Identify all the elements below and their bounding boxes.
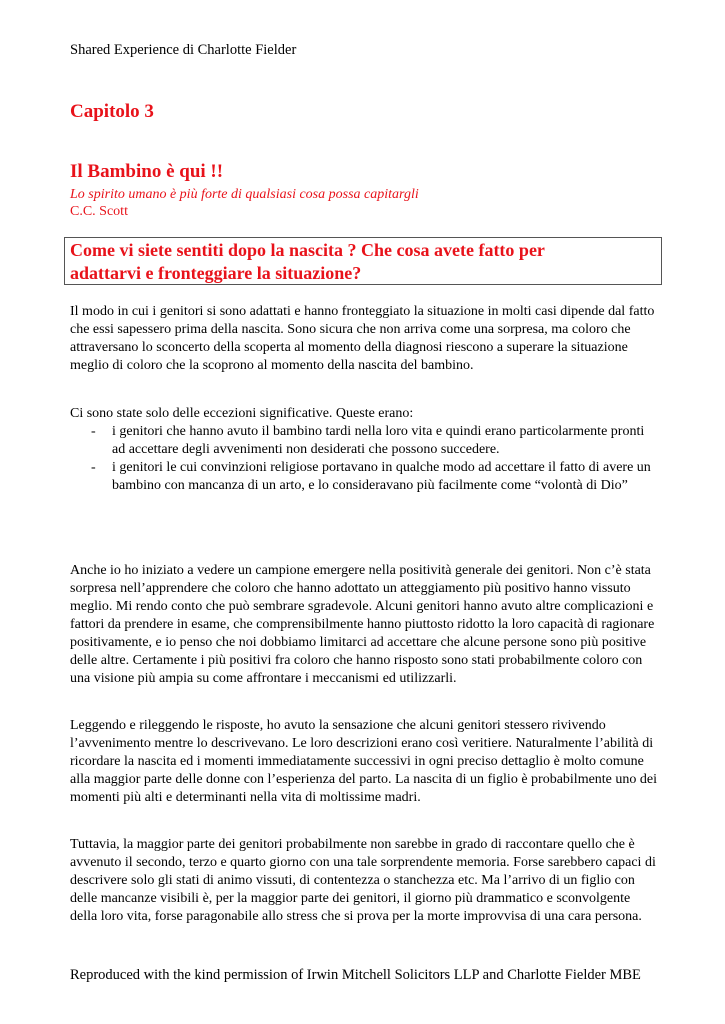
chapter-heading: Capitolo 3	[70, 101, 154, 122]
list-item	[70, 459, 660, 495]
question-line-1: Come vi siete sentiti dopo la nascita ? Che cosa avete fatto per	[70, 240, 545, 260]
list-bullet: -	[91, 424, 96, 439]
list-item	[70, 423, 660, 459]
paragraph-2: Ci sono state solo delle eccezioni significative. Queste erano:	[70, 406, 414, 421]
paragraph-1: Il modo in cui i genitori si sono adattati e hanno fronteggiato la situazione in molti casi dipende dal fatto che essi sapessero prima della nascita. Sono sicura che non arriva come una sorpresa, ma coloro che attraversano lo sconcerto della scoperta al momento della diagnosi riescono a superare la situazione meglio di coloro che la scoprono al momento della nascita del bambino.	[70, 304, 655, 373]
epigraph-author: C.C. Scott	[70, 204, 128, 219]
section-title: Il Bambino è qui !!	[70, 161, 224, 182]
list-item-text: i genitori le cui convinzioni religiose portavano in qualche modo ad accettare il fatto di avere un bambino con mancanza di un arto, e lo consideravano più facilmente come “volontà di Dio”	[112, 460, 651, 493]
list-bullet: -	[91, 460, 96, 475]
question-line-2: adattarvi e fronteggiare la situazione?	[70, 263, 362, 283]
epigraph-quote: Lo spirito umano è più forte di qualsiasi cosa possa capitargli	[70, 187, 419, 202]
page-header: Shared Experience di Charlotte Fielder	[70, 42, 297, 58]
page-footer: Reproduced with the kind permission of Irwin Mitchell Solicitors LLP and Charlotte Fielder MBE	[70, 967, 641, 983]
exceptions-list	[70, 423, 660, 495]
list-item-text: i genitori che hanno avuto il bambino tardi nella loro vita e quindi erano particolarmente pronti ad accettare degli avvenimenti non desiderati che possono succedere.	[112, 424, 645, 457]
paragraph-5: Tuttavia, la maggior parte dei genitori probabilmente non sarebbe in grado di raccontare quello che è avvenuto il secondo, terzo e quarto giorno con una tale sorprendente memoria. Forse sarebbero capaci di descrivere solo gli stati di animo vissuti, di contentezza o stanchezza etc. Ma l’arrivo di un figlio con delle mancanze visibili è, per la maggior parte dei genitori, il giorno più drammatico e sconvolgente della loro vita, forse paragonabile allo stress che si prova per la morte improvvisa di una cara persona.	[70, 837, 656, 924]
paragraph-3: Anche io ho iniziato a vedere un campione emergere nella positività generale dei genitori. Non c’è stata sorpresa nell’apprendere che coloro che hanno adottato un atteggiamento più positivo hanno vissuto meglio. Mi rendo conto che può sembrare sgradevole. Alcuni genitori hanno avuto altre complicazioni e fattori da prendere in esame, che comprensibilmente hanno piuttosto ridotto la loro capacità di ragionare positivamente, e io penso che noi dobbiamo limitarci ad accettare che alcune persone sono più positive delle altre. Certamente i più positivi fra coloro che hanno risposto sono stati probabilmente coloro con una visione più ampia su come affrontare i meccanismi ed utilizzarli.	[70, 563, 655, 686]
question-box	[64, 237, 662, 285]
paragraph-4: Leggendo e rileggendo le risposte, ho avuto la sensazione che alcuni genitori stessero rivivendo l’avvenimento mentre lo descrivevano. Le loro descrizioni erano così veritiere. Naturalmente l’abilità di ricordare la nascita ed i momenti immediatamente successivi in ogni preciso dettaglio è molto comune alla maggior parte delle donne con l’esperienza del parto. La nascita di un figlio è probabilmente uno dei momenti più alti e determinanti nella vita di moltissime madri.	[70, 718, 658, 805]
